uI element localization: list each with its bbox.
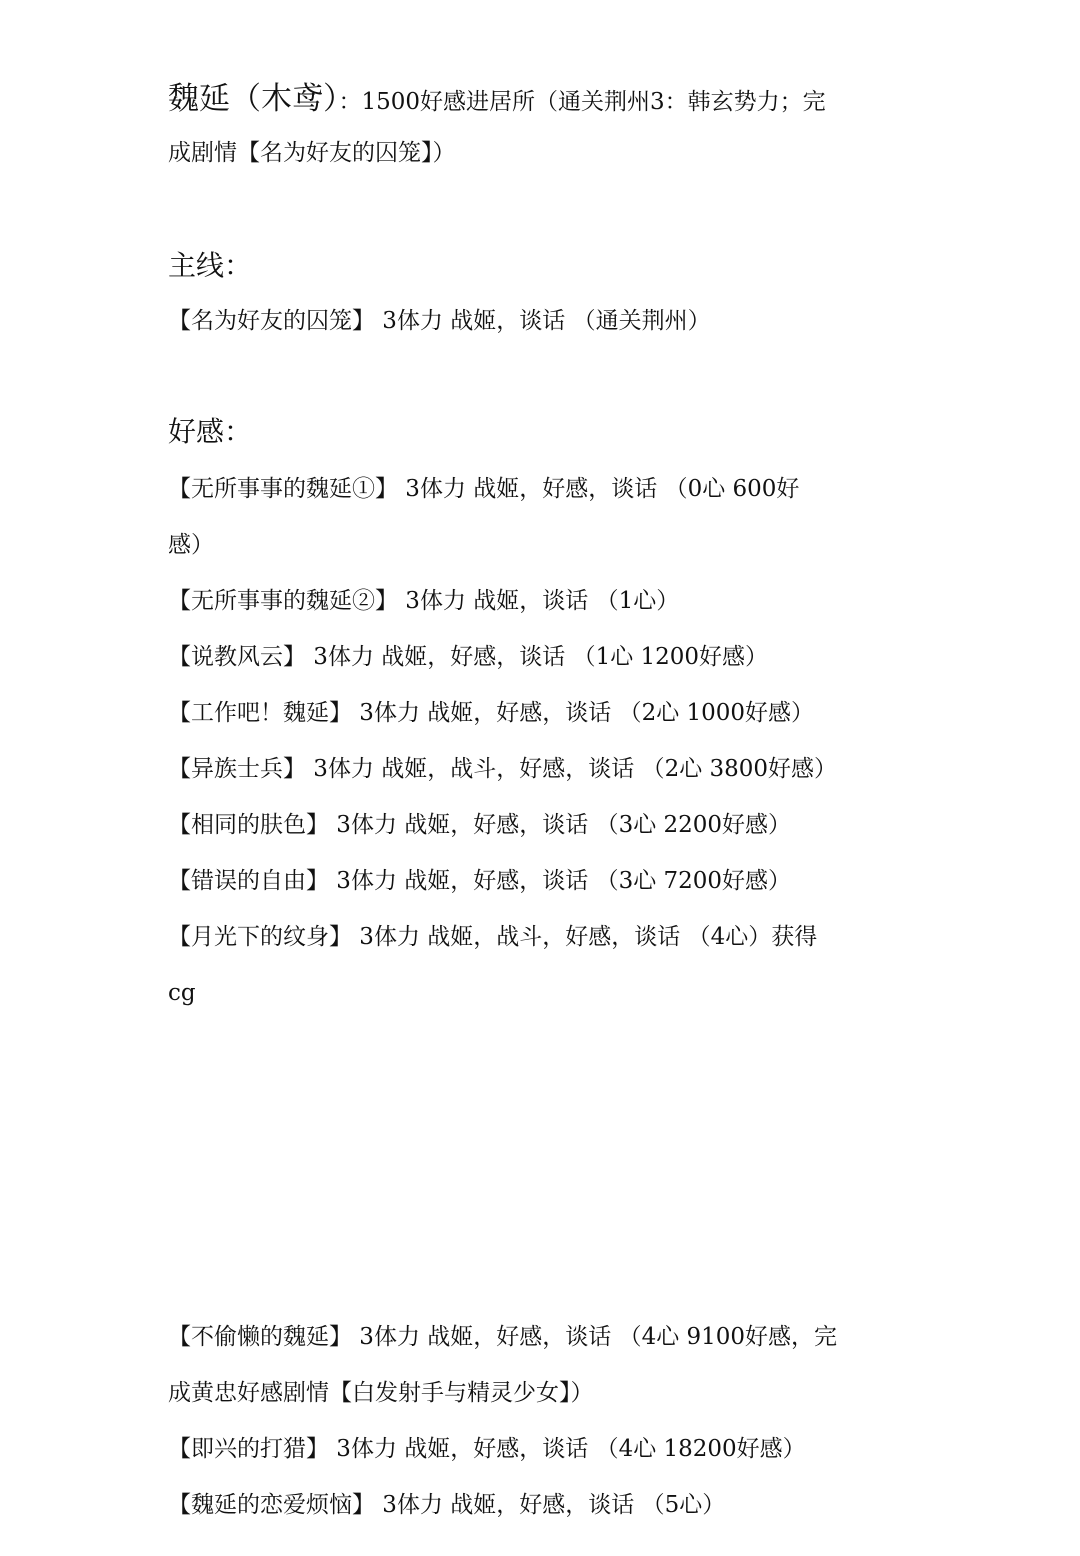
affection-item: 【即兴的打猎】 3体力 战姬，好感，谈话 （4心 18200好感） [168, 1436, 806, 1462]
intro-requirement: ：1500好感进居所（通关荆州3：韩玄势力；完 [338, 89, 826, 115]
affection-item: 【工作吧！魏延】 3体力 战姬，好感，谈话 （2心 1000好感） [168, 700, 815, 726]
affection-item-continuation: cg [168, 980, 196, 1006]
affection-heading: 好感： [168, 415, 253, 448]
affection-item-continuation: 感） [168, 532, 214, 558]
affection-item: 【错误的自由】 3体力 战姬，好感，谈话 （3心 7200好感） [168, 868, 792, 894]
affection-item: 【无所事事的魏延②】 3体力 战姬，谈话 （1心） [168, 588, 680, 614]
affection-item: 【不偷懒的魏延】 3体力 战姬，好感，谈话 （4心 9100好感，完 [168, 1324, 838, 1350]
main-story-item: 【名为好友的囚笼】 3体力 战姬，谈话 （通关荆州） [168, 308, 711, 334]
affection-item: 【异族士兵】 3体力 战姬，战斗，好感，谈话 （2心 3800好感） [168, 756, 838, 782]
affection-item: 【无所事事的魏延①】 3体力 战姬，好感，谈话 （0心 600好 [168, 476, 800, 502]
affection-item-continuation: 成黄忠好感剧情【白发射手与精灵少女】） [168, 1380, 594, 1406]
affection-item: 【魏延的恋爱烦恼】 3体力 战姬，好感，谈话 （5心） [168, 1492, 726, 1518]
affection-item: 【月光下的纹身】 3体力 战姬，战斗，好感，谈话 （4心）获得 [168, 924, 818, 950]
affection-item: 【相同的肤色】 3体力 战姬，好感，谈话 （3心 2200好感） [168, 812, 792, 838]
intro-line-2: 成剧情【名为好友的囚笼】） [168, 140, 456, 166]
intro-line-1 [168, 81, 928, 117]
character-name: 魏延（木鸢） [168, 81, 339, 117]
affection-item: 【说教风云】 3体力 战姬，好感，谈话 （1心 1200好感） [168, 644, 769, 670]
main-story-heading: 主线： [168, 249, 253, 282]
